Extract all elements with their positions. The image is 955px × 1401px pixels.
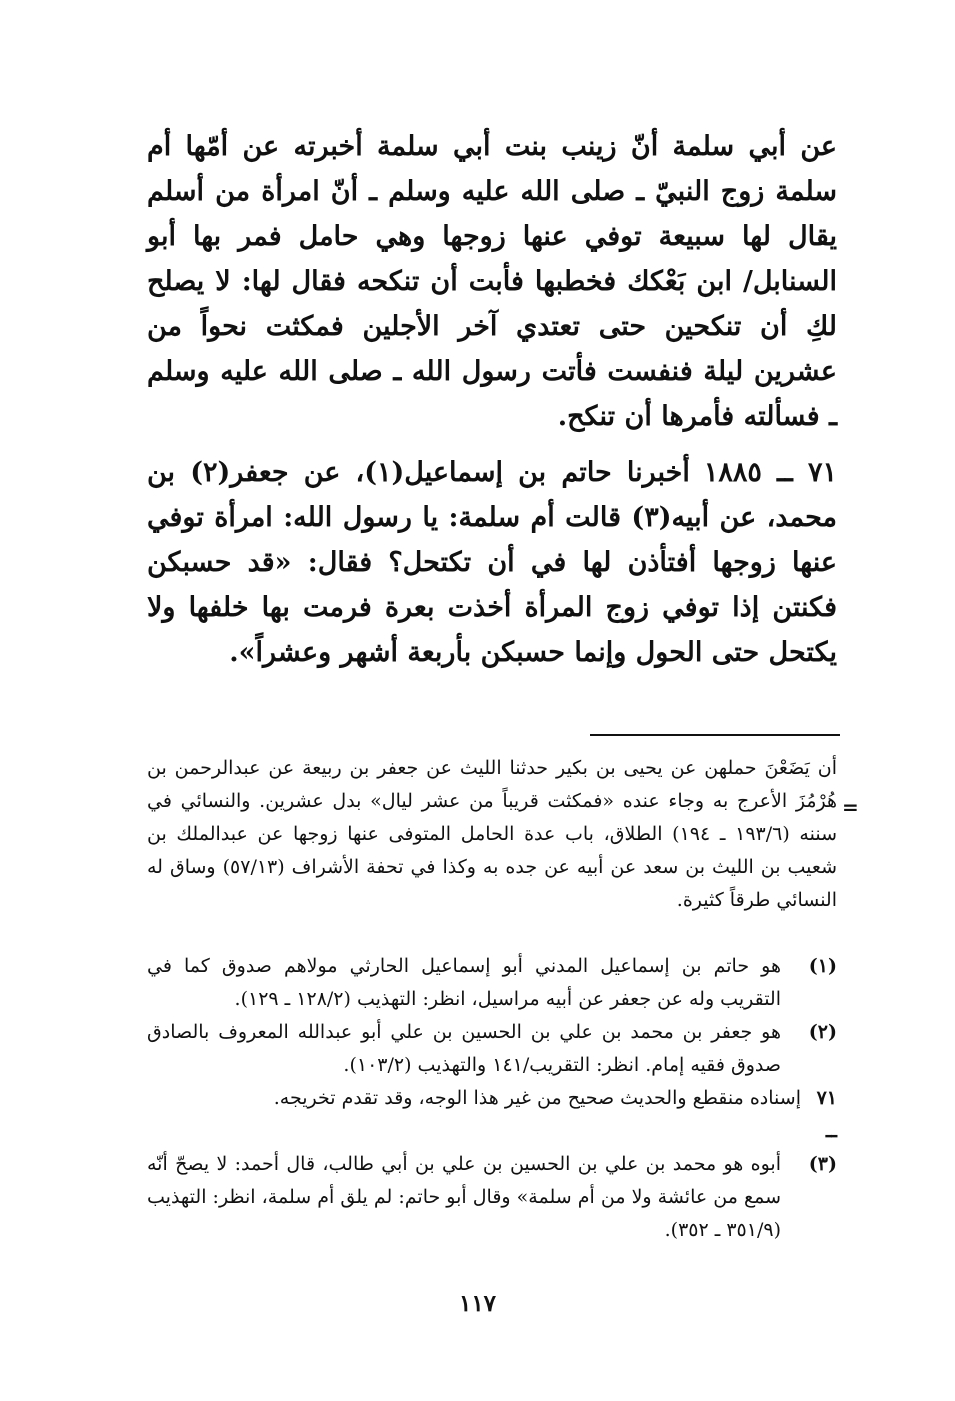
footnote-continuation-mark: = xyxy=(842,795,859,819)
footnote-continuation: أن يَضَعْنَ حملهن عن يحيى بن بكير حدثنا الليث عن جعفر بن ربيعة عن عبدالرحمن بن هُرْمُزَ الأعرج به وجاء عنده «فمكثت قريباً من عشر ليال» بدل عشرين. والنسائي في سننه (١٩٣/٦ ـ ١٩٤) الطلاق، باب عدة الحامل المتوفى عنها زوجها عن عبدالملك بن شعيب بن الليث بن سعد عن أبيه عن جده به وكذا في تحفة الأشراف (٥٧/١٣) وساق له النسائي طرقاً كثيرة. xyxy=(147,757,837,911)
footnote-item xyxy=(147,950,837,1016)
footnote-marker: (٢) xyxy=(808,1021,837,1043)
footnote-marker: (٣) xyxy=(808,1153,837,1175)
footnote-separator xyxy=(590,734,840,736)
footnote-marker: (١) xyxy=(808,955,837,977)
footnote-text: هو حاتم بن إسماعيل المدني أبو إسماعيل الحارثي مولاهم صدوق كما في التقريب وله عن جعفر عن أبيه مراسيل، انظر: التهذيب (١٢٨/٢ ـ ١٢٩). xyxy=(147,955,781,1010)
main-paragraph: عن أبي سلمة أنّ زينب بنت أبي سلمة أخبرته عن أمّها أم سلمة زوج النبيّ ـ صلى الله عليه وسلم ـ أنّ امرأة من أسلم يقال لها سبيعة توفي عنها زوجها وهي حامل فمر بها أبو السنابل/ ابن بَعْكك فخطبها فأبت أن تنكحه فقال لها: لا يصلح لكِ أن تنكحين حتى تعتدي آخر الأجلين فمكثت نحواً من عشرين ليلة فنفست فأتت رسول الله ـ صلى الله عليه وسلم ـ فسألته فأمرها أن تنكح. xyxy=(147,131,837,432)
footnote-marker: ٧١ ــ xyxy=(816,1087,837,1142)
footnote-list xyxy=(147,950,837,1247)
footnote-item xyxy=(147,1016,837,1082)
footnote-text: أبوه هو محمد بن علي بن الحسين بن علي بن أبي طالب، قال أحمد: لا يصحّ أنّه سمع من عائشة ولا من أم سلمة» وقال أبو حاتم: لم يلق أم سلمة، انظر: التهذيب (٣٥١/٩ ـ ٣٥٢). xyxy=(147,1153,781,1241)
footnote-text: إسناده منقطع والحديث صحيح من غير هذا الوجه، وقد تقدم تخريجه. xyxy=(273,1087,801,1109)
footnote-item xyxy=(147,1082,837,1148)
footnote-item xyxy=(147,1148,837,1247)
hadith-text: أخبرنا حاتم بن إسماعيل(١)، عن جعفر(٢) بن محمد، عن أبيه(٣) قالت أم سلمة: يا رسول الله: امرأة توفي عنها زوجها أفتأذن لها في أن تكتحل؟ فقال: «قد حسبكن فكنتن إذا توفي زوج المرأة أخذت بعرة فرمت بها خلفها ولا يكتحل حتى الحول وإنما حسبكن بأربعة أشهر وعشراً». xyxy=(147,457,837,668)
page-number: ١١٧ xyxy=(458,1290,497,1317)
footnote-text: هو جعفر بن محمد بن علي بن الحسين بن علي أبو عبدالله المعروف بالصادق صدوق فقيه إمام. انظر: التقريب/١٤١ والتهذيب (١٠٣/٢). xyxy=(147,1021,781,1076)
hadith-paragraph xyxy=(147,450,837,675)
hadith-number: ٧١ ــ ١٨٨٥ xyxy=(703,457,838,488)
